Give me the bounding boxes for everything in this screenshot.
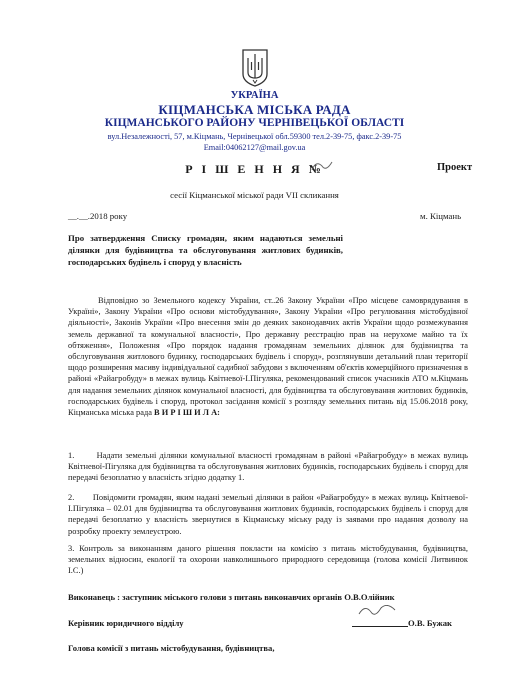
- executor-signature-line: Виконавець : заступник міського голови з питань виконавчих органів О.В.Олійник: [68, 592, 395, 602]
- signature-scribble: [357, 600, 397, 620]
- preamble-paragraph: [68, 295, 468, 418]
- clause-2: 2. Повідомити громадян, яким надані земельні ділянки в район «Райагробуду» в межах вулиць Квітневої-І.Пігуляка – 02.01 для будівництва та обслуговування житлових будинків, господарських будівель і споруд для передачі безоплатно у власність звернутися в Кіцманську міську раду із заявами про надання дозволу на розробку проекту землеустрою.: [68, 493, 468, 536]
- header-country: УКРАЇНА: [230, 90, 279, 101]
- session-line: сесії Кіцманської міської ради VII скликання: [170, 190, 339, 200]
- header-district: КІЦМАНСЬКОГО РАЙОНУ ЧЕРНІВЕЦЬКОЇ ОБЛАСТІ: [104, 117, 405, 129]
- trident-coat-of-arms-icon: [241, 48, 269, 88]
- decision-title: Р І Ш Е Н Н Я №: [185, 162, 324, 176]
- signature-line: [352, 626, 408, 627]
- decision-date: __.__.2018 року: [68, 211, 128, 221]
- preamble-text: Відповідно зо Земельного кодексу України, ст..26 Закону України «Про місцеве самоврядування в Україні», Закону України «Про основи містобудування», Закону України «Про регулювання містобудівної діяльності», Законів України «Про внесення змін до деяких законодавчих актів України щодо розмежування земель державної та комунальної власності», Про державну реєстрацію прав на нерухоме майно та їх обтяження», Положення «Про порядок надання громадянам земельних ділянок для будівництва та обслуговування житлового будинку, господарських будівель і споруд», розглянувши детальний план території щодо розширення масиву індивідуальної садибної забудови з включенням об'єктів комерційного призначення в районі «Райагробуду» в межах вулиць Квітневої-І.Пігуляка, рекомендований список учасників АТО м.Кіцмань для надання земельних ділянок комунальної власності, для будівництва та обслуговування житлових будинків, господарських будівель і споруд, протокол засідання комісії з розгляду земельних питань від 15.06.2018 року, Кіцманська міська рада: [68, 296, 468, 418]
- clause-3: 3. Контроль за виконанням даного рішення покласти на комісію з питань містобудування, будівництва, земельних відносин, екології та охорони навколишнього природного середовища (голова комісії Литвинюк І.С.): [68, 544, 468, 576]
- handwritten-number-mark: [308, 158, 336, 176]
- draft-status-label: Проект: [437, 162, 473, 173]
- header-address: вул.Незалежності, 57, м.Кіцмань, Чернівецької обл.59300 тел.2-39-75, факс.2-39-75: [107, 132, 402, 141]
- clause-1: 1. Надати земельні ділянки комунальної власності громадянам в районі «Райагробуду» в межах вулиць Квітневої-Пігуляка для будівництва та обслуговування житлових будинків, господарських будівель і споруд для передачі безоплатно у власність згідно додатку 1.: [68, 451, 468, 483]
- decision-place: м. Кіцмань: [420, 211, 462, 221]
- legal-head-name: О.В. Бужак: [408, 618, 452, 628]
- header-email: Email:04062127@mail.gov.ua: [203, 143, 306, 152]
- header-council: КІЦМАНСЬКА МІСЬКА РАДА: [158, 102, 351, 117]
- legal-head-label: Керівник юридичного відділу: [68, 618, 184, 628]
- decision-subject: Про затвердження Списку громадян, яким надаються земельні ділянки для будівництва та обслуговування житлових будинків, господарських будівель і споруд у власність: [68, 233, 343, 267]
- resolved-heading: В И Р І Ш И Л А:: [154, 408, 220, 418]
- commission-head-label: Голова комісії з питань містобудування, будівництва,: [68, 643, 275, 653]
